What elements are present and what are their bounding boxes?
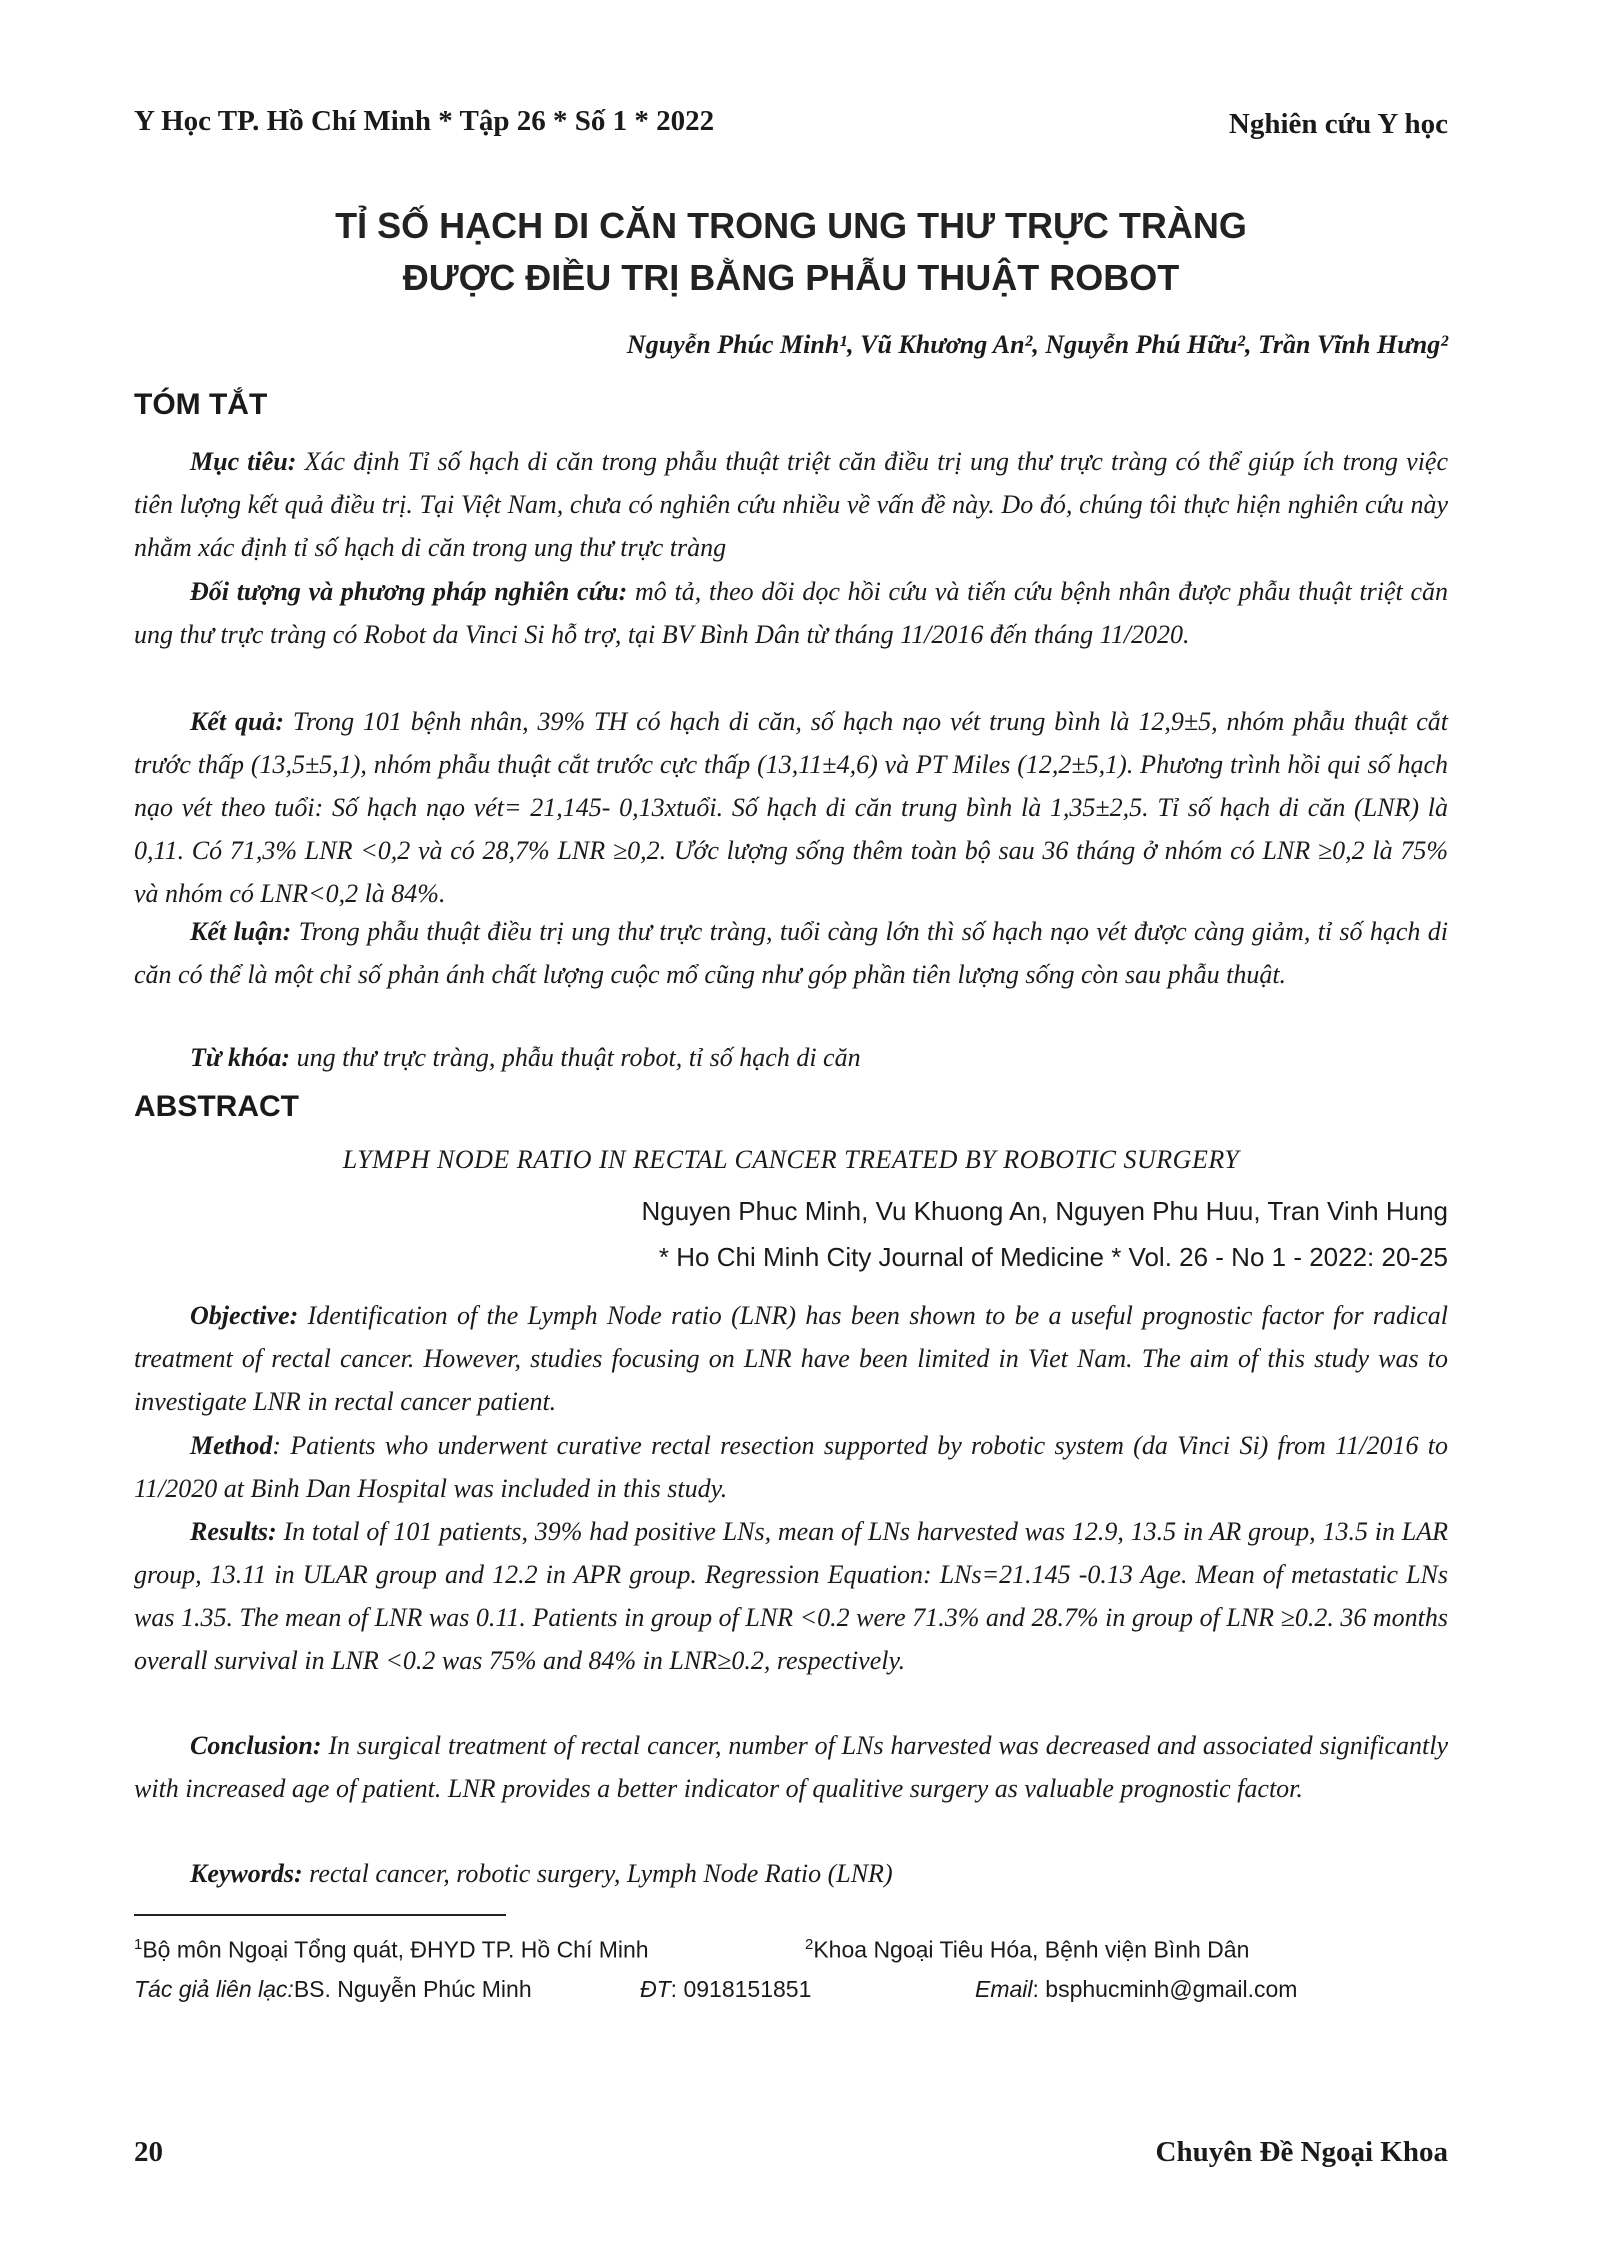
tomtat-results-label: Kết quả:	[190, 707, 285, 736]
page-number: 20	[134, 2136, 163, 2168]
tomtat-method-text: mô tả, theo dõi dọc hồi cứu và tiến cứu bệnh nhân được phẫu thuật triệt căn ung thư trực tràng có Robot da Vinci Si hỗ trợ, tại BV Bình Dân từ tháng 11/2016 đến tháng 11/2020.	[134, 577, 1448, 649]
abstract-keywords-text: rectal cancer, robotic surgery, Lymph Node Ratio (LNR)	[302, 1859, 893, 1888]
tomtat-keywords-text: ung thư trực tràng, phẫu thuật robot, tỉ số hạch di căn	[290, 1043, 861, 1072]
footer-issue: Chuyên Đề Ngoại Khoa	[1155, 2136, 1448, 2168]
tomtat-results	[134, 700, 1448, 915]
abstract-title: LYMPH NODE RATIO IN RECTAL CANCER TREATED BY ROBOTIC SURGERY	[342, 1145, 1240, 1174]
abstract-method	[134, 1424, 1448, 1510]
phone-value: : 0918151851	[670, 1976, 812, 2002]
abstract-keywords	[134, 1852, 1448, 1895]
abstract-objective-label: Objective:	[190, 1301, 299, 1330]
affiliation-1-number: 1	[134, 1936, 143, 1953]
abstract-keywords-label: Keywords:	[190, 1859, 303, 1888]
abstract-method-label: Method	[190, 1431, 273, 1460]
affiliation-2-text: Khoa Ngoại Tiêu Hóa, Bệnh viện Bình Dân	[813, 1936, 1250, 1963]
abstract-objective	[134, 1294, 1448, 1423]
authors-vietnamese: Nguyễn Phúc Minh¹, Vũ Khương An², Nguyễn Phú Hữu², Trần Vĩnh Hưng²	[626, 330, 1448, 359]
abstract-conclusion	[134, 1724, 1448, 1810]
tomtat-conclusion-text: Trong phẫu thuật điều trị ung thư trực tràng, tuổi càng lớn thì số hạch nạo vét được càng giảm, tỉ số hạch di căn có thể là một chỉ số phản ánh chất lượng cuộc mổ cũng như góp phần tiên lượng sống còn sau phẫu thuật.	[134, 917, 1448, 989]
abstract-conclusion-label: Conclusion:	[190, 1731, 322, 1760]
tomtat-conclusion-label: Kết luận:	[190, 917, 292, 946]
footnote-rule	[134, 1914, 506, 1916]
tomtat-objective-text: Xác định Tỉ số hạch di căn trong phẫu thuật triệt căn điều trị ung thư trực tràng có thể giúp ích trong việc tiên lượng kết quả điều trị. Tại Việt Nam, chưa có nghiên cứu nhiều về vấn đề này. Do đó, chúng tôi thực hiện nghiên cứu này nhằm xác định tỉ số hạch di căn trong ung thư trực tràng	[134, 447, 1449, 562]
tomtat-method	[134, 570, 1448, 656]
affiliation-1-text: Bộ môn Ngoại Tổng quát, ĐHYD TP. Hồ Chí Minh	[142, 1936, 649, 1963]
contact-name: BS. Nguyễn Phúc Minh	[293, 1976, 532, 2002]
abstract-results-label: Results:	[190, 1517, 277, 1546]
contact-author	[134, 1976, 532, 2003]
contact-phone	[640, 1976, 811, 2003]
tomtat-conclusion	[134, 910, 1448, 996]
section-header: Nghiên cứu Y học	[1228, 108, 1448, 140]
tomtat-objective-label: Mục tiêu:	[190, 447, 297, 476]
abstract-method-text: : Patients who underwent curative rectal resection supported by robotic system (da Vinci Si) from 11/2016 to 11/2020 at Binh Dan Hospital was included in this study.	[134, 1431, 1448, 1503]
tomtat-keywords-label: Từ khóa:	[190, 1043, 291, 1072]
title-line-1: TỈ SỐ HẠCH DI CĂN TRONG UNG THƯ TRỰC TRÀNG	[335, 205, 1247, 246]
contact-label: Tác giả liên lạc:	[134, 1976, 294, 2002]
phone-label: ĐT	[640, 1976, 671, 2002]
email-label: Email	[975, 1976, 1033, 2002]
tomtat-method-label: Đối tượng và phương pháp nghiên cứu:	[190, 577, 628, 606]
abstract-citation: * Ho Chi Minh City Journal of Medicine * Vol. 26 - No 1 - 2022: 20-25	[658, 1242, 1448, 1272]
tomtat-results-text: Trong 101 bệnh nhân, 39% TH có hạch di căn, số hạch nạo vét trung bình là 12,9±5, nhóm phẫu thuật cắt trước thấp (13,5±5,1), nhóm phẫu thuật cắt trước cực thấp (13,11±4,6) và PT Miles (12,2±5,1). Phương trình hồi qui số hạch nạo vét theo tuổi: Số hạch nạo vét= 21,145- 0,13xtuổi. Số hạch di căn trung bình là 1,35±2,5. Tỉ số hạch di căn (LNR) là 0,11. Có 71,3% LNR <0,2 và có 28,7% LNR ≥0,2. Ước lượng sống thêm toàn bộ sau 36 tháng ở nhóm có LNR ≥0,2 là 75% và nhóm có LNR<0,2 là 84%.	[134, 707, 1449, 908]
contact-email	[975, 1976, 1297, 2003]
abstract-results-text: In total of 101 patients, 39% had positive LNs, mean of LNs harvested was 12.9, 13.5 in AR group, 13.5 in LAR group, 13.11 in ULAR group and 12.2 in APR group. Regression Equation: LNs=21.145 -0.13 Age. Mean of metastatic LNs was 1.35. The mean of LNR was 0.11. Patients in group of LNR <0.2 were 71.3% and 28.7% in group of LNR ≥0.2. 36 months overall survival in LNR <0.2 was 75% and 84% in LNR≥0.2, respectively.	[134, 1517, 1448, 1675]
affiliation-1	[134, 1936, 649, 1964]
tomtat-heading: TÓM TẮT	[134, 388, 268, 421]
title-line-2: ĐƯỢC ĐIỀU TRỊ BẰNG PHẪU THUẬT ROBOT	[402, 257, 1180, 298]
tomtat-objective	[134, 440, 1448, 569]
affiliation-2-number: 2	[805, 1936, 814, 1953]
journal-header: Y Học TP. Hồ Chí Minh * Tập 26 * Số 1 * 2022	[134, 105, 715, 137]
abstract-objective-text: Identification of the Lymph Node ratio (LNR) has been shown to be a useful prognostic factor for radical treatment of rectal cancer. However, studies focusing on LNR have been limited in Viet Nam. The aim of this study was to investigate LNR in rectal cancer patient.	[134, 1301, 1448, 1416]
abstract-authors: Nguyen Phuc Minh, Vu Khuong An, Nguyen Phu Huu, Tran Vinh Hung	[641, 1196, 1448, 1226]
email-value: : bsphucminh@gmail.com	[1032, 1976, 1298, 2002]
abstract-conclusion-text: In surgical treatment of rectal cancer, number of LNs harvested was decreased and associated significantly with increased age of patient. LNR provides a better indicator of qualitive surgery as valuable prognostic factor.	[134, 1731, 1448, 1803]
abstract-heading: ABSTRACT	[134, 1090, 299, 1123]
affiliation-2	[805, 1936, 1249, 1964]
abstract-results	[134, 1510, 1448, 1682]
tomtat-keywords	[134, 1036, 1448, 1079]
article-title	[134, 200, 1448, 304]
